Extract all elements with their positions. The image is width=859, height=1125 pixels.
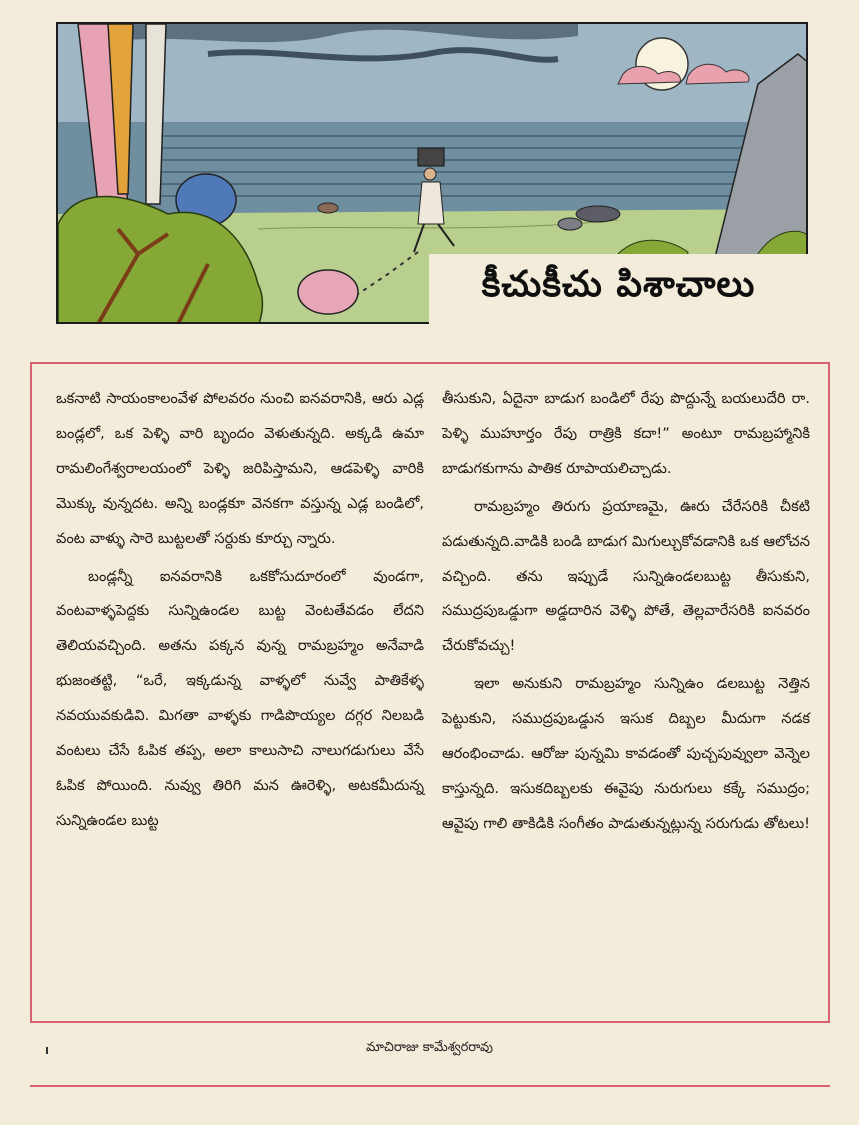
paragraph: తీసుకుని, ఏదైనా బాడుగ బండిలో రేపు పొద్దున్నే బయలుదేరి రా. పెళ్ళి ముహూర్తం రేపు రాత్రికి కదా!” అంటూ రామబ్రహ్మానికి బాడుగకుగాను పాతిక రూపాయలిచ్చాడు. [442,390,810,477]
right-text-column [442,382,810,842]
story-title: కీచుకీచు పిశాచాలు [481,264,756,305]
bottom-divider [30,1085,830,1087]
paragraph: ఒకనాటి సాయంకాలంవేళ పోలవరం నుంచి ఐనవరానికి, ఆరు ఎడ్ల బండ్లలో, ఒక పెళ్ళి వారి బృందం వెళుతున్నది. అక్కడి ఉమా రామలింగేశ్వరాలయంలో పెళ్ళి జరిపిస్తామని, ఆడపెళ్ళి వారికి మొక్కు వున్నదట. అన్ని బండ్లకూ వెనకగా వస్తున్న ఎడ్ల బండిలో, వంట వాళ్ళు సారె బుట్టలతో సర్దుకు కూర్చు న్నారు. [56,390,424,547]
author-credit: మాచిరాజు కామేశ్వరరావు [365,1040,494,1055]
title-panel [429,254,808,324]
paragraph: ఇలా అనుకుని రామబ్రహ్మం సున్నిఉం డలబుట్ట నెత్తిన పెట్టుకుని, సముద్రపుఒడ్డున ఇసుక దిబ్బల మీదుగా నడక ఆరంభించాడు. ఆరోజు పున్నమి కావడంతో పుచ్చపువ్వులా వెన్నెల కాస్తున్నది. ఇసుకదిబ్బలకు ఈవైపు నురుగులు కక్కే సముద్రం; ఆవైపు గాలి తాకిడికి సంగీతం పాడుతున్నట్లున్న సరుగుడు తోటలు! [442,675,810,832]
left-text-column [56,382,424,839]
paragraph: రామబ్రహ్మం తిరుగు ప్రయాణమై, ఊరు చేరేసరికి చీకటి పడుతున్నది.వాడికి బండి బాడుగ మిగుల్చుకోవడానికి ఒక ఆలోచన వచ్చింది. తను ఇప్పుడే సున్నిఉండలబుట్ట తీసుకుని, సముద్రపుఒడ్డుగా అడ్డదారిన వెళ్ళి పోతే, తెల్లవారేసరికి ఐనవరం చేరుకోవచ్చు! [442,497,810,655]
paragraph: బండ్లన్నీ ఐనవరానికి ఒకకోసుదూరంలో వుండగా, వంటవాళ్ళపెద్దకు సున్నిఉండల బుట్ట వెంటతేవడం లేదని తెలియవచ్చింది. అతను పక్కన వున్న రామబ్రహ్మం అనేవాడి భుజంతట్టి, “ఒరే, ఇక్కడున్న వాళ్ళలో నువ్వే పాతికేళ్ళ నవయువకుడివి. మిగతా వాళ్ళకు గాడిపొయ్యల దగ్గర నిలబడి వంటలు చేసే ఓపిక తప్ప, అలా కాలుసాచి నాలుగడుగులు వేసే ఓపిక పోయింది. నువ్వు తిరిగి మన ఊరెళ్ళి, అటకమీదున్న సున్నిఉండల బుట్ట [56,567,424,829]
story-text-frame [30,362,830,1023]
